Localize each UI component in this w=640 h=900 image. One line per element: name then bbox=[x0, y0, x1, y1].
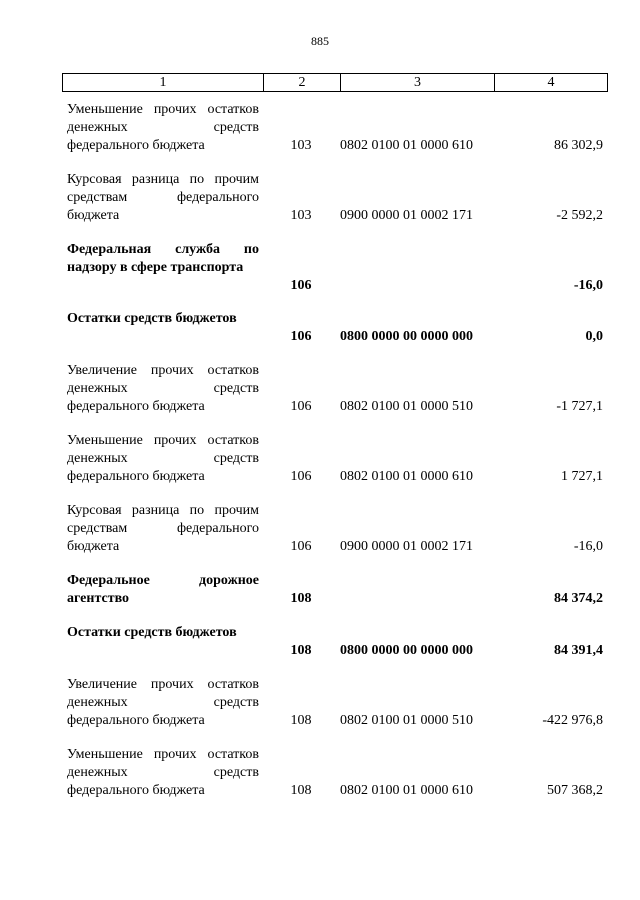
row-budget-code: 0802 0100 01 0000 610 bbox=[340, 138, 473, 153]
table-row bbox=[62, 171, 608, 225]
row-code: 103 bbox=[290, 208, 312, 223]
column-header-3: 3 bbox=[341, 74, 495, 92]
row-code: 106 bbox=[290, 539, 312, 554]
column-header-table bbox=[62, 73, 608, 92]
row-code: 108 bbox=[290, 783, 312, 798]
row-amount: 1 727,1 bbox=[561, 469, 603, 484]
column-header-1: 1 bbox=[63, 74, 264, 92]
row-budget-code: 0800 0000 00 0000 000 bbox=[340, 329, 473, 344]
table-row bbox=[62, 676, 608, 730]
row-name: Курсовая разница по прочим средствам федерального бюджета bbox=[67, 172, 259, 223]
table-row bbox=[62, 746, 608, 800]
table-row bbox=[62, 624, 608, 660]
row-amount: 84 391,4 bbox=[554, 643, 603, 658]
table-row bbox=[62, 432, 608, 486]
row-budget-code: 0802 0100 01 0000 510 bbox=[340, 399, 473, 414]
table-row bbox=[62, 502, 608, 556]
row-code: 108 bbox=[290, 591, 312, 606]
row-code: 108 bbox=[290, 713, 312, 728]
table-row bbox=[62, 310, 608, 346]
row-code: 106 bbox=[290, 399, 312, 414]
row-name: Курсовая разница по прочим средствам федерального бюджета bbox=[67, 503, 259, 554]
table-row bbox=[62, 241, 608, 295]
row-amount: 86 302,9 bbox=[554, 138, 603, 153]
row-name: Увеличение прочих остатков денежных средств федерального бюджета bbox=[67, 363, 259, 414]
row-budget-code: 0802 0100 01 0000 510 bbox=[340, 713, 473, 728]
row-name: Федеральная служба по надзору в сфере транспорта bbox=[67, 242, 259, 275]
row-budget-code: 0802 0100 01 0000 610 bbox=[340, 783, 473, 798]
row-code: 106 bbox=[290, 469, 312, 484]
row-name: Уменьшение прочих остатков денежных средств федерального бюджета bbox=[67, 102, 259, 153]
table-row bbox=[62, 101, 608, 155]
row-code: 108 bbox=[290, 643, 312, 658]
row-budget-code: 0800 0000 00 0000 000 bbox=[340, 643, 473, 658]
row-amount: -16,0 bbox=[573, 539, 603, 554]
row-amount: -16,0 bbox=[573, 278, 603, 293]
row-budget-code: 0900 0000 01 0002 171 bbox=[340, 208, 473, 223]
row-amount: 0,0 bbox=[585, 329, 603, 344]
row-name: Уменьшение прочих остатков денежных средств федерального бюджета bbox=[67, 747, 259, 798]
row-amount: -1 727,1 bbox=[556, 399, 603, 414]
row-name: Увеличение прочих остатков денежных средств федерального бюджета bbox=[67, 677, 259, 728]
row-amount: 507 368,2 bbox=[547, 783, 603, 798]
column-header-2: 2 bbox=[264, 74, 341, 92]
page-number: 885 bbox=[311, 34, 329, 48]
row-budget-code: 0900 0000 01 0002 171 bbox=[340, 539, 473, 554]
row-name: Федеральное дорожное агентство bbox=[67, 573, 259, 606]
row-amount: 84 374,2 bbox=[554, 591, 603, 606]
row-amount: -2 592,2 bbox=[556, 208, 603, 223]
row-code: 106 bbox=[290, 329, 312, 344]
column-header-row bbox=[63, 74, 608, 92]
table-row bbox=[62, 362, 608, 416]
row-name: Остатки средств бюджетов bbox=[67, 311, 237, 326]
row-code: 103 bbox=[290, 138, 312, 153]
column-header-4: 4 bbox=[495, 74, 608, 92]
row-code: 106 bbox=[290, 278, 312, 293]
row-amount: -422 976,8 bbox=[542, 713, 603, 728]
row-budget-code: 0802 0100 01 0000 610 bbox=[340, 469, 473, 484]
table-row bbox=[62, 572, 608, 608]
row-name: Остатки средств бюджетов bbox=[67, 625, 237, 640]
row-name: Уменьшение прочих остатков денежных средств федерального бюджета bbox=[67, 433, 259, 484]
